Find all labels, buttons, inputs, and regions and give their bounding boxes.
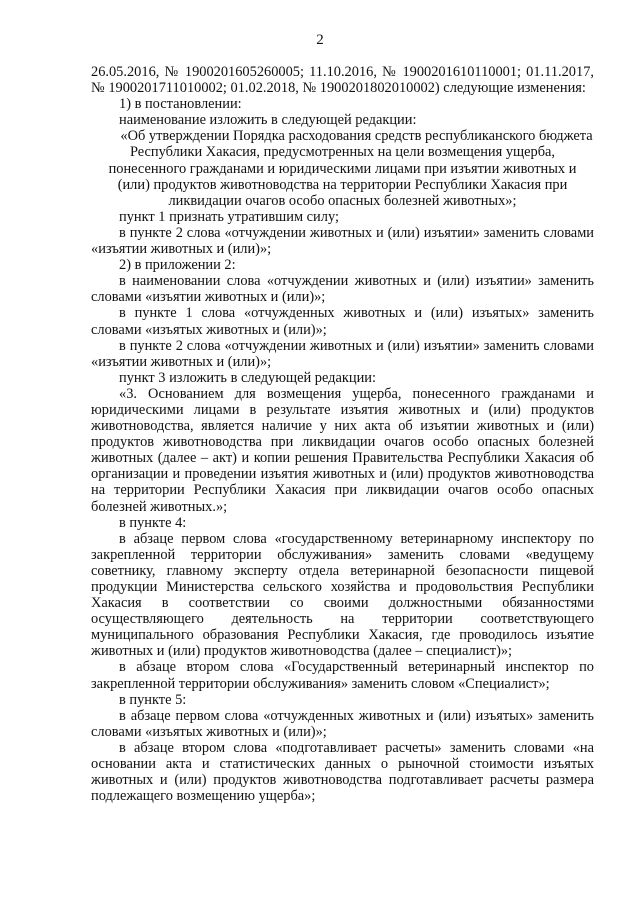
paragraph: в пункте 4: — [119, 514, 187, 531]
paragraph: в пункте 2 слова «отчуждении животных и (или) изъятии» заменить словами «изъятии животных и (или)»; — [91, 337, 594, 370]
paragraph: в наименовании слова «отчуждении животных и (или) изъятии» заменить словами «изъятии животных и (или)»; — [91, 273, 594, 306]
paragraph-intro: 26.05.2016, № 1900201605260005; 11.10.2016, № 1900201610110001; 01.11.2017, № 1900201711010002; 01.02.2018, № 1900201802010002) следующие изменения: — [91, 64, 594, 97]
paragraph-item-2: 2) в приложении 2: — [119, 257, 236, 274]
paragraph: пункт 3 изложить в следующей редакции: — [119, 369, 376, 386]
paragraph: в пункте 1 слова «отчужденных животных и (или) изъятых» заменить словами «изъятых животных и (или)»; — [91, 305, 594, 338]
paragraph-quote-point-3: «3. Основанием для возмещения ущерба, понесенного гражданами и юридическими лицами в результате изъятия животных и (или) продуктов животноводства, является наличие у них акта об изъятии животных и (или) продуктов животноводства при ликвидации очагов особо опасных болезней животных (далее – акт) и копии решения Правительства Республики Хакасия об организации и проведении изъятия животных и (или) продуктов животноводства на территории Республики Хакасия при ликвидации очагов особо опасных болезней животных.»; — [91, 385, 594, 515]
paragraph: в абзаце втором слова «Государственный ветеринарный инспектор по закрепленной территории обслуживания» заменить словом «Специалист»; — [91, 659, 594, 692]
page-number: 2 — [316, 32, 324, 48]
paragraph: в абзаце втором слова «подготавливает расчеты» заменить словами «на основании акта и статистических данных о рыночной стоимости изъятых животных и (или) продуктов животноводства подготавливает расчеты размера подлежащего возмещению ущерба»; — [91, 739, 594, 805]
paragraph: в абзаце первом слова «отчужденных животных и (или) изъятых» заменить словами «изъятых животных и (или)»; — [91, 707, 594, 740]
paragraph: в абзаце первом слова «государственному ветеринарному инспектору по закрепленной территории обслуживания» заменить словами «ведущему советнику, главному эксперту отдела ветеринарной безопасности пищевой продукции Министерства сельского хозяйства и продовольствия Республики Хакасия в соответствии со своими должностными обязанностями осуществляющего деятельность на территории соответствующего муниципального образования Республики Хакасия, где проводилось изъятие животных и (или) продуктов животноводства (далее – специалист)»; — [91, 530, 594, 660]
paragraph: наименование изложить в следующей редакции: — [119, 112, 417, 129]
document-body — [91, 64, 594, 804]
paragraph-item-1: 1) в постановлении: — [119, 96, 242, 113]
paragraph: в пункте 2 слова «отчуждении животных и (или) изъятии» заменить словами «изъятии животных и (или)»; — [91, 224, 594, 258]
paragraph-quote-title: «Об утверждении Порядка расходования средств республиканского бюджета Республики Хакасия, предусмотренных на цели возмещения ущерба, понесенного гражданами и юридическими лицами при изъятии животных и (или) продуктов животноводства на территории Республики Хакасия при ликвидации очагов особо опасных болезней животных»; — [108, 128, 593, 209]
paragraph: пункт 1 признать утратившим силу; — [119, 208, 339, 225]
paragraph: в пункте 5: — [119, 691, 187, 708]
